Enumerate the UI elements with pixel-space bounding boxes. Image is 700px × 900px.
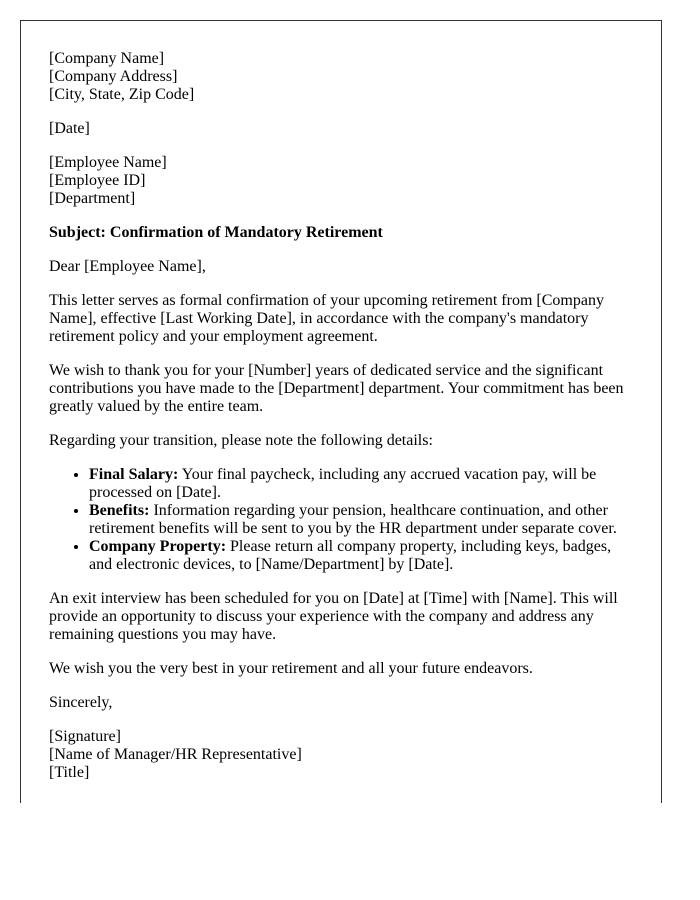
paragraph: This letter serves as formal confirmation of your upcoming retirement from [Company Name], effective [Last Working Date], in accordance with the company's mandatory retirement policy and your employment agreement.: [49, 292, 604, 345]
company-address: [Company Address]: [49, 68, 178, 85]
paragraph: We wish to thank you for your [Number] years of dedicated service and the significant contributions you have made to the [Department] department. Your commitment has been greatly valued by the entire team.: [49, 362, 624, 415]
subject-line: [49, 224, 633, 242]
employee-name: [Employee Name]: [49, 154, 167, 171]
signer-name: [Name of Manager/HR Representative]: [49, 746, 302, 763]
sender-block: [49, 50, 633, 104]
paragraph: We wish you the very best in your retirement and all your future endeavors.: [49, 660, 533, 677]
signature: [Signature]: [49, 728, 121, 745]
closing: Sincerely,: [49, 694, 113, 711]
subject-text: Subject: Confirmation of Mandatory Retirement: [49, 224, 383, 241]
city-state-zip: [City, State, Zip Code]: [49, 86, 195, 103]
detail-label: Company Property:: [89, 538, 227, 555]
detail-text: Please return all company property, including keys, badges, and electronic devices, to [Name/Department] by [Date].: [89, 538, 612, 573]
company-name: [Company Name]: [49, 50, 165, 67]
employee-id: [Employee ID]: [49, 172, 146, 189]
detail-text: Your final paycheck, including any accrued vacation pay, will be processed on [Date].: [89, 466, 597, 501]
signature-block: [49, 728, 633, 782]
letter-date: [Date]: [49, 120, 90, 137]
detail-text: Information regarding your pension, healthcare continuation, and other retirement benefits will be sent to you by the HR department under separate cover.: [89, 502, 617, 537]
letter: [20, 20, 662, 803]
paragraph: Regarding your transition, please note the following details:: [49, 432, 433, 449]
list-item: [89, 538, 633, 574]
detail-label: Final Salary:: [89, 466, 179, 483]
details-list: [49, 466, 633, 574]
list-item: [89, 466, 633, 502]
paragraph: An exit interview has been scheduled for you on [Date] at [Time] with [Name]. This will provide an opportunity to discuss your experience with the company and address any remaining questions you may have.: [49, 590, 618, 643]
recipient-block: [49, 154, 633, 208]
detail-label: Benefits:: [89, 502, 150, 519]
salutation: Dear [Employee Name],: [49, 258, 206, 275]
employee-department: [Department]: [49, 190, 136, 207]
list-item: [89, 502, 633, 538]
signer-title: [Title]: [49, 764, 90, 781]
